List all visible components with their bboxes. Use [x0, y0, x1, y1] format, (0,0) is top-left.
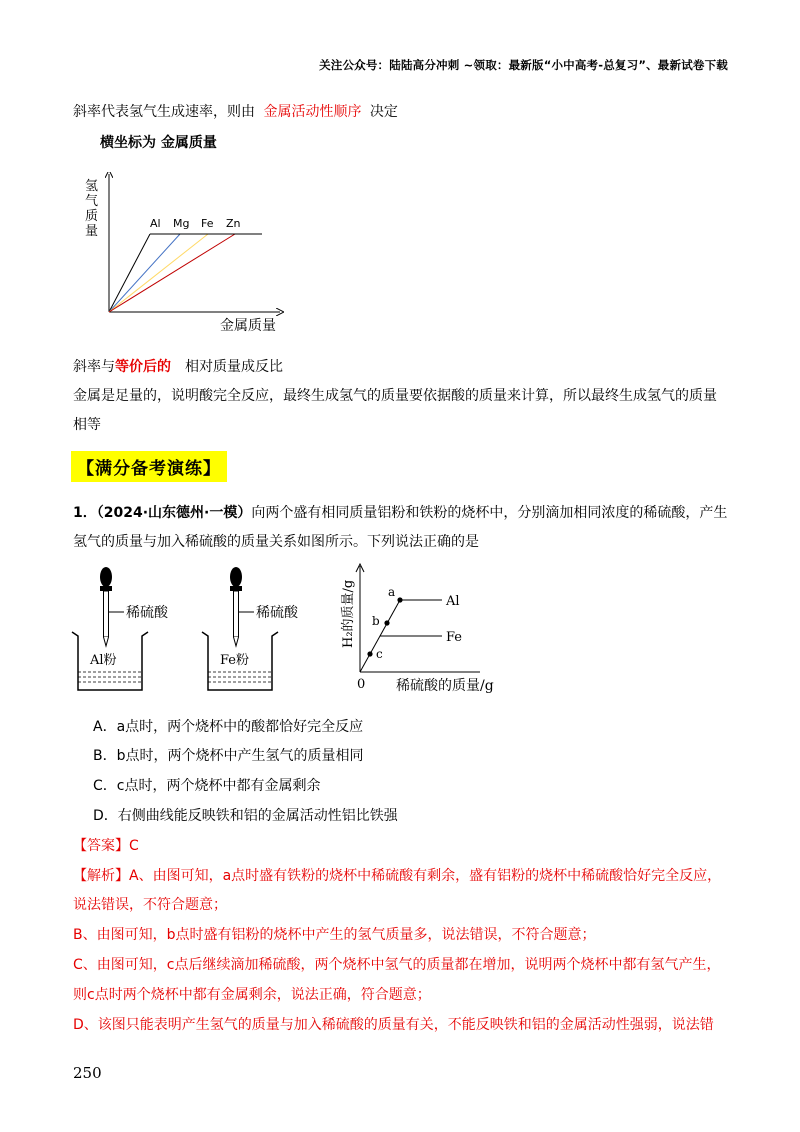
- ylabel-char-2: 气: [85, 194, 99, 209]
- slope-prefix: 斜率代表氢气生成速率，则由: [73, 104, 255, 120]
- point-label-a: a: [388, 585, 396, 599]
- analysis-line-1: 【解析】A、由图可知，a点时盛有铁粉的烧杯中稀硫酸有剩余，盛有铝粉的烧杯中稀硫酸恰好完全反应，: [73, 868, 722, 884]
- question-stem-line-2: 氢气的质量与加入稀硫酸的质量关系如图所示。下列说法正确的是: [73, 534, 479, 550]
- legend-zn: Zn: [226, 217, 241, 230]
- analysis-line-4: C、由图可知，c点后继续滴加稀硫酸，两个烧杯中氢气的质量都在增加，说明两个烧杯中都有氢气产生，: [73, 957, 721, 973]
- graph-xlabel: 稀硫酸的质量/g: [396, 678, 494, 694]
- question-source: （2024·山东德州·一模）: [96, 505, 252, 521]
- graph-origin: 0: [357, 677, 366, 692]
- option-c: C．c点时，两个烧杯中都有金属剩余: [93, 778, 321, 794]
- point-b: [384, 620, 389, 625]
- point-label-b: b: [372, 614, 380, 628]
- ratio-prefix: 斜率与: [73, 359, 115, 375]
- dropper-bulb: [100, 567, 112, 587]
- beaker-fe: [202, 567, 299, 690]
- series-line-mg: [109, 234, 180, 312]
- page-number: 250: [73, 1064, 102, 1082]
- graph-ylabel: H₂的质量/g: [341, 579, 356, 648]
- dropper-bulb: [230, 567, 242, 587]
- slope-suffix: 决定: [369, 104, 398, 120]
- question-number: 1．: [73, 505, 97, 521]
- ylabel-char-3: 质: [85, 209, 99, 224]
- legend-mg: Mg: [173, 217, 190, 230]
- option-b: B．b点时，两个烧杯中产生氢气的质量相同: [93, 748, 364, 764]
- ratio-suffix: 相对质量成反比: [185, 359, 283, 375]
- legend-al: Al: [150, 217, 161, 230]
- ylabel-char-4: 量: [85, 224, 99, 239]
- series-label-al: Al: [446, 594, 460, 609]
- point-c: [367, 651, 372, 656]
- slope-highlight: 金属活动性顺序: [263, 104, 362, 120]
- metal-hydrogen-figure: [80, 172, 300, 337]
- acid-label-1: 稀硫酸: [126, 605, 168, 621]
- point-label-c: c: [376, 647, 383, 661]
- analysis-line-3: B、由图可知，b点时盛有铝粉的烧杯中产生的氢气质量多，说法错误，不符合题意；: [73, 927, 596, 943]
- analysis-line-6: D、该图只能表明产生氢气的质量与加入稀硫酸的质量有关，不能反映铁和铝的金属活动性强弱，说法错: [73, 1017, 714, 1033]
- xlabel: 金属质量: [220, 318, 276, 334]
- acid-label-2: 稀硫酸: [256, 605, 298, 621]
- header-note: 关注公众号：陆陆高分冲刺 ~领取：最新版“小中高考-总复习”、最新试卷下载: [319, 58, 728, 72]
- option-a: A．a点时，两个烧杯中的酸都恰好完全反应: [93, 719, 364, 735]
- powder-label-1: Al粉: [90, 653, 117, 668]
- question-stem-text-1: 向两个盛有相同质量铝粉和铁粉的烧杯中，分别滴加相同浓度的稀硫酸，产生: [251, 505, 728, 521]
- beaker-al: [72, 567, 169, 690]
- section-title: 【满分备考演练】: [71, 451, 227, 482]
- analysis-line-2: 说法错误，不符合题意；: [73, 897, 227, 913]
- question-stem-line-1: [73, 502, 727, 522]
- series-label-fe: Fe: [446, 630, 463, 645]
- xaxis-heading: 横坐标为 金属质量: [100, 135, 217, 151]
- series-line-zn: [109, 234, 235, 312]
- note-line-2: 相等: [73, 417, 101, 433]
- legend-fe: Fe: [201, 217, 214, 230]
- ylabel-char-1: 氢: [85, 179, 99, 194]
- answer-label: 【答案】C: [73, 838, 139, 854]
- option-d: D．右侧曲线能反映铁和铝的金属活动性铝比铁强: [93, 808, 398, 824]
- experiment-figure: [60, 560, 520, 705]
- series-line-fe: [109, 234, 208, 312]
- analysis-line-5: 则c点时两个烧杯中都有金属剩余，说法正确，符合题意；: [73, 987, 431, 1003]
- ratio-line: [73, 356, 283, 376]
- point-a: [397, 597, 402, 602]
- hydrogen-acid-graph: [341, 564, 494, 694]
- powder-label-2: Fe粉: [220, 653, 250, 668]
- slope-line: [73, 101, 398, 121]
- ratio-highlight: 等价后的: [115, 359, 171, 375]
- note-line-1: 金属是足量的，说明酸完全反应，最终生成氢气的质量要依据酸的质量来计算，所以最终生成氢气的质量: [73, 388, 717, 404]
